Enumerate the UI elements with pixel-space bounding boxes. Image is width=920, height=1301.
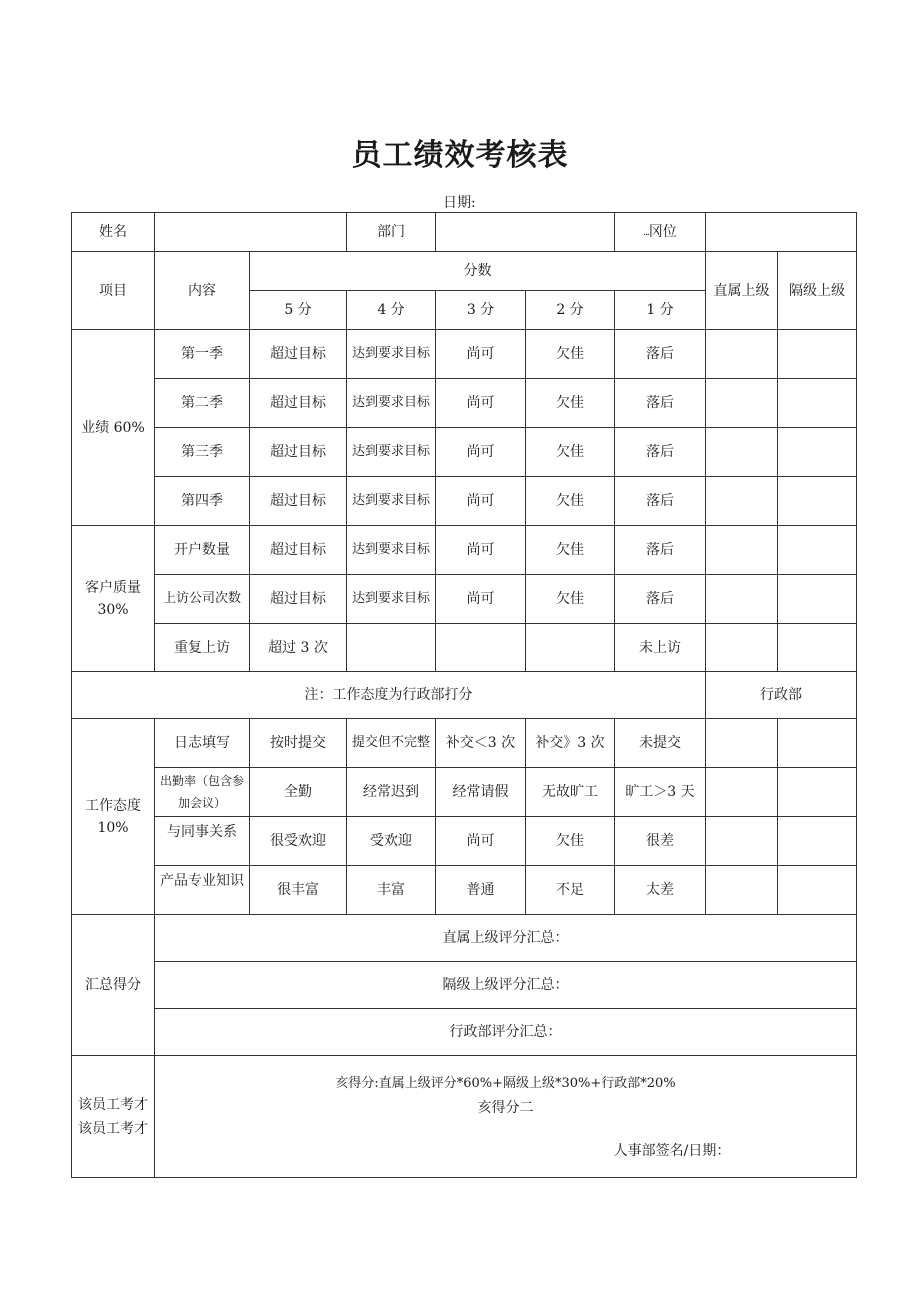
final-label-line2: 该员工考才 (78, 1120, 148, 1137)
col-score: 分数 (250, 252, 706, 291)
final-result: 亥得分二 (477, 1099, 534, 1116)
cell-score-3: 普通 (436, 866, 526, 915)
cell-score-5: 超过目标 (250, 526, 347, 575)
table-row (72, 575, 857, 624)
row-content: 开户数量 (155, 526, 250, 575)
performance-label: 业绩 60% (72, 330, 155, 526)
row-content: 与同事关系 (155, 817, 250, 866)
skip-score-cell[interactable] (778, 428, 857, 477)
summary-row (72, 915, 857, 962)
direct-score-cell[interactable] (706, 719, 778, 768)
cell-score-5: 很丰富 (250, 866, 347, 915)
admin-summary-field[interactable]: 行政部评分汇总： (155, 1009, 857, 1056)
cell-score-2: 补交》3 次 (526, 719, 615, 768)
hr-signature-line: 人事部签名/日期： (613, 1142, 731, 1159)
cell-score-1: 太差 (615, 866, 706, 915)
customer-label-line1: 客户质量 (85, 579, 141, 596)
cell-score-3 (436, 624, 526, 672)
direct-score-cell[interactable] (706, 330, 778, 379)
row-content: 产品专业知识 (155, 866, 250, 915)
cell-score-5: 全勤 (250, 768, 347, 817)
summary-row (72, 962, 857, 1009)
final-label-line1: 该员工考才 (78, 1096, 148, 1113)
post-label-prefix: ... (643, 227, 649, 238)
row-content: 出勤率（包含参加会议） (155, 768, 250, 817)
cell-score-2: 欠佳 (526, 526, 615, 575)
cell-score-4: 受欢迎 (347, 817, 436, 866)
post-label (615, 213, 706, 252)
row-content: 日志填写 (155, 719, 250, 768)
direct-score-cell[interactable] (706, 817, 778, 866)
row-content: 第四季 (155, 477, 250, 526)
direct-score-cell[interactable] (706, 428, 778, 477)
cell-score-1: 旷工＞3 天 (615, 768, 706, 817)
summary-row (72, 1009, 857, 1056)
table-row (72, 526, 857, 575)
note-row (72, 672, 857, 719)
cell-score-3: 尚可 (436, 428, 526, 477)
row-content: 重复上访 (155, 624, 250, 672)
attitude-label (72, 719, 155, 915)
cell-score-2: 欠佳 (526, 575, 615, 624)
cell-score-2: 欠佳 (526, 330, 615, 379)
info-row (72, 213, 857, 252)
customer-label-line2: 30% (97, 601, 129, 618)
final-row (72, 1056, 857, 1178)
cell-score-3: 尚可 (436, 817, 526, 866)
cell-score-5: 超过目标 (250, 330, 347, 379)
table-row (72, 817, 857, 866)
table-row (72, 477, 857, 526)
appraisal-table (71, 212, 857, 1178)
cell-score-4 (347, 624, 436, 672)
cell-score-5: 超过目标 (250, 428, 347, 477)
cell-score-3: 尚可 (436, 330, 526, 379)
cell-score-4: 达到要求目标 (347, 379, 436, 428)
cell-score-1: 落后 (615, 428, 706, 477)
cell-score-5: 很受欢迎 (250, 817, 347, 866)
cell-score-4: 经常迟到 (347, 768, 436, 817)
direct-score-cell[interactable] (706, 477, 778, 526)
cell-score-1: 很差 (615, 817, 706, 866)
direct-score-cell[interactable] (706, 526, 778, 575)
name-label: 姓名 (72, 213, 155, 252)
table-row (72, 428, 857, 477)
cell-score-2: 欠佳 (526, 477, 615, 526)
table-row (72, 719, 857, 768)
cell-score-2 (526, 624, 615, 672)
dept-field[interactable] (436, 213, 615, 252)
direct-score-cell[interactable] (706, 624, 778, 672)
table-row (72, 866, 857, 915)
skip-score-cell[interactable] (778, 624, 857, 672)
cell-score-1: 落后 (615, 526, 706, 575)
post-field[interactable] (706, 213, 857, 252)
col-score-5: 5 分 (250, 291, 347, 330)
col-score-3: 3 分 (436, 291, 526, 330)
attitude-label-line2: 10% (97, 819, 129, 836)
cell-score-1: 落后 (615, 575, 706, 624)
cell-score-1: 落后 (615, 477, 706, 526)
cell-score-4: 达到要求目标 (347, 575, 436, 624)
col-score-2: 2 分 (526, 291, 615, 330)
row-content: 上访公司次数 (155, 575, 250, 624)
cell-score-3: 经常请假 (436, 768, 526, 817)
table-row (72, 379, 857, 428)
final-formula: 亥得分:直属上级评分*60%+隔级上级*30%+行政部*20% (335, 1075, 676, 1091)
final-score-field[interactable] (155, 1056, 857, 1178)
cell-score-4: 达到要求目标 (347, 330, 436, 379)
attitude-label-line1: 工作态度 (85, 797, 141, 814)
direct-score-cell[interactable] (706, 866, 778, 915)
col-skip-supervisor: 隔级上级 (778, 252, 857, 330)
skip-score-cell[interactable] (778, 575, 857, 624)
cell-score-4: 达到要求目标 (347, 428, 436, 477)
cell-score-4: 丰富 (347, 866, 436, 915)
cell-score-5: 超过目标 (250, 575, 347, 624)
col-content: 内容 (155, 252, 250, 330)
row-content: 第一季 (155, 330, 250, 379)
final-label (72, 1056, 155, 1178)
cell-score-5: 超过 3 次 (250, 624, 347, 672)
table-row (72, 624, 857, 672)
col-direct-supervisor: 直属上级 (706, 252, 778, 330)
skip-score-cell[interactable] (778, 817, 857, 866)
date-label: 日期: (443, 195, 476, 211)
cell-score-2: 无故旷工 (526, 768, 615, 817)
skip-score-cell[interactable] (778, 330, 857, 379)
cell-score-3: 尚可 (436, 526, 526, 575)
cell-score-5: 按时提交 (250, 719, 347, 768)
cell-score-2: 欠佳 (526, 379, 615, 428)
col-score-1: 1 分 (615, 291, 706, 330)
direct-score-cell[interactable] (706, 575, 778, 624)
cell-score-3: 尚可 (436, 575, 526, 624)
cell-score-1: 落后 (615, 330, 706, 379)
cell-score-3: 补交＜3 次 (436, 719, 526, 768)
page-title: 员工绩效考核表 (351, 138, 569, 173)
table-row (72, 330, 857, 379)
customer-label (72, 526, 155, 672)
cell-score-2: 欠佳 (526, 428, 615, 477)
summary-label: 汇总得分 (72, 915, 155, 1056)
row-content: 第二季 (155, 379, 250, 428)
col-item: 项目 (72, 252, 155, 330)
cell-score-3: 尚可 (436, 477, 526, 526)
cell-score-5: 超过目标 (250, 379, 347, 428)
skip-summary-field[interactable]: 隔级上级评分汇总： (155, 962, 857, 1009)
column-header-row (72, 252, 857, 291)
skip-score-cell[interactable] (778, 719, 857, 768)
skip-score-cell[interactable] (778, 866, 857, 915)
cell-score-2: 不足 (526, 866, 615, 915)
attitude-note: 注：工作态度为行政部打分 (72, 672, 706, 719)
admin-dept-label: 行政部 (706, 672, 857, 719)
skip-score-cell[interactable] (778, 526, 857, 575)
cell-score-3: 尚可 (436, 379, 526, 428)
skip-score-cell[interactable] (778, 379, 857, 428)
cell-score-2: 欠佳 (526, 817, 615, 866)
cell-score-5: 超过目标 (250, 477, 347, 526)
cell-score-4: 达到要求目标 (347, 477, 436, 526)
direct-score-cell[interactable] (706, 768, 778, 817)
row-content: 第三季 (155, 428, 250, 477)
cell-score-1: 未上访 (615, 624, 706, 672)
name-field[interactable] (155, 213, 347, 252)
col-score-4: 4 分 (347, 291, 436, 330)
direct-summary-field[interactable]: 直属上级评分汇总： (155, 915, 857, 962)
skip-score-cell[interactable] (778, 477, 857, 526)
dept-label: 部门 (347, 213, 436, 252)
post-label-text: 冈位 (648, 223, 677, 240)
cell-score-1: 落后 (615, 379, 706, 428)
cell-score-4: 提交但不完整 (347, 719, 436, 768)
cell-score-1: 未提交 (615, 719, 706, 768)
skip-score-cell[interactable] (778, 768, 857, 817)
direct-score-cell[interactable] (706, 379, 778, 428)
cell-score-4: 达到要求目标 (347, 526, 436, 575)
table-row (72, 768, 857, 817)
